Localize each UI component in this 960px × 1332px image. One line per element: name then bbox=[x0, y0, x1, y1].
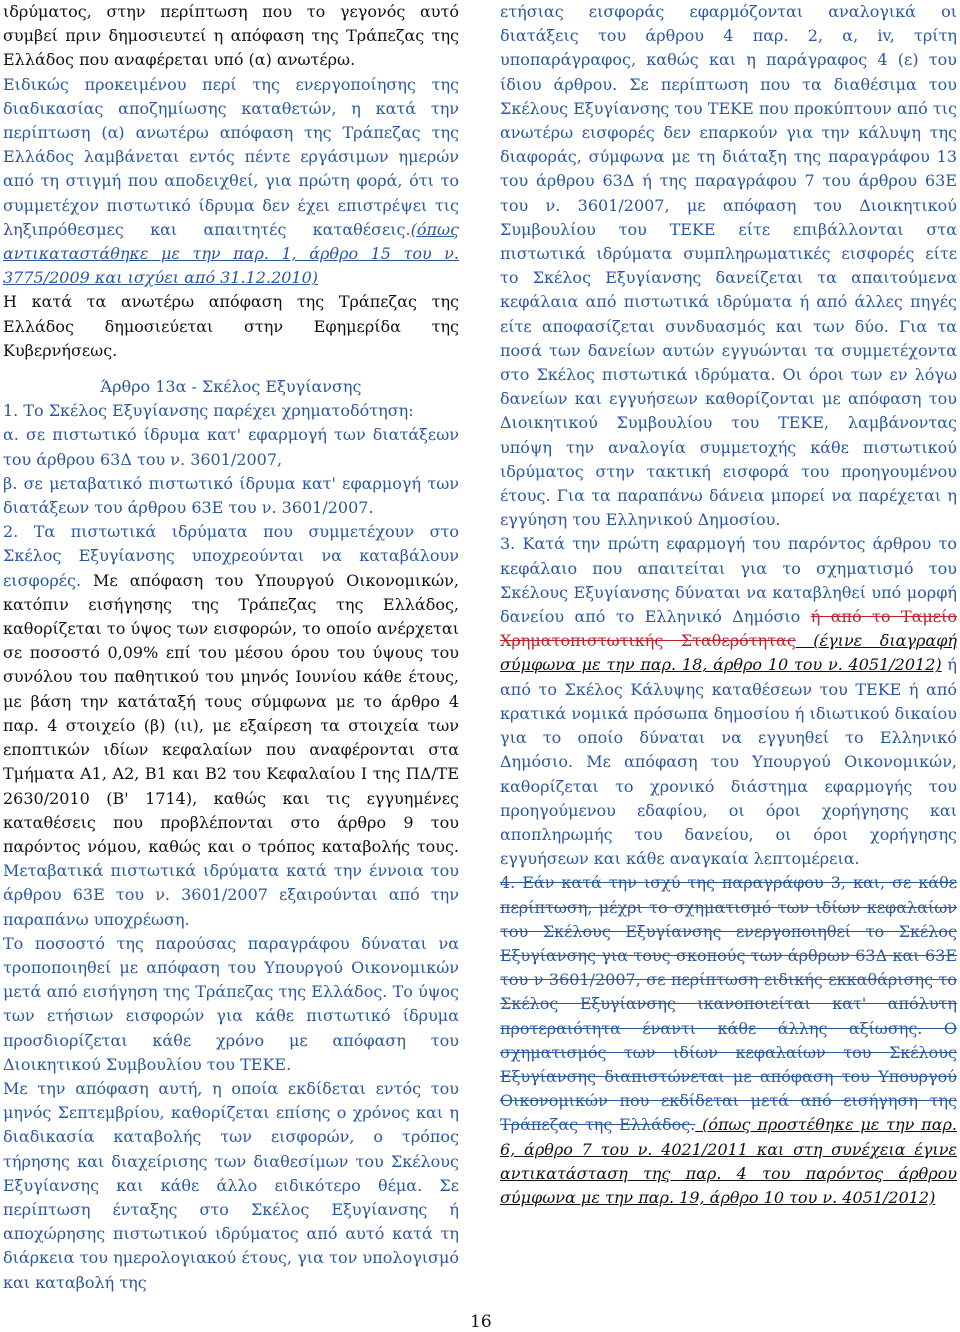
deleted-text: ή από το Ταμείο Χρηματοπιστωτικής Σταθερότητας bbox=[500, 607, 957, 651]
left-paragraph-8b: Το ύψος των ετήσιων εισφορών για κάθε πιστωτικό ίδρυμα προσδιορίζεται κάθε χρόνο με απόφαση του Διοικητικού Συμβουλίου του ΤΕΚΕ. bbox=[3, 982, 459, 1074]
addition-note: (όπως προστέθηκε με την παρ. 6, άρθρο 7 του ν. 4021/2011 και στη συνέχεια έγινε αντικατάσταση της παρ. 4 του παρόντος άρθρου σύμφωνα με την παρ. 19, άρθρο 10 του ν. 4051/2012) bbox=[500, 1115, 957, 1207]
left-paragraph-7 bbox=[3, 520, 459, 931]
left-paragraph-6: β. σε μεταβατικό πιστωτικό ίδρυμα κατ' εφαρμογή των διατάξεων του άρθρου 63Ε του ν. 3601/2007. bbox=[3, 473, 459, 518]
right-paragraph-1 bbox=[500, 0, 957, 532]
left-paragraph-7c: Μεταβατικά πιστωτικά ιδρύματα κατά την έννοια του άρθρου 63Ε του ν. 3601/2007 εξαιρούνται από την παραπάνω υποχρέωση. bbox=[3, 861, 459, 929]
left-paragraph-9: Με την απόφαση αυτή, η οποία εκδίδεται εντός του μηνός Σεπτεμβρίου, καθορίζεται επίσης ο χρόνος και η διαδικασία καταβολής των εισφορών, ο τρόπος τήρησης και διαχείρισης των διαθεσίμων του Σκέλους Εξυγίανσης και κάθε άλλο ειδικότερο θέμα. Σε περίπτωση ένταξης στο Σκέλος Εξυγίανσης ή αποχώρησης πιστωτικού ιδρύματος από αυτό κατά τη διάρκεια του ημερολογιακού έτους, για τον υπολογισμό και καταβολή της bbox=[3, 1078, 459, 1292]
left-paragraph-5: α. σε πιστωτικό ίδρυμα κατ' εφαρμογή των διατάξεων του άρθρου 63Δ του ν. 3601/2007, bbox=[3, 425, 459, 469]
right-paragraph-1c: Για τα ποσά των δανείων αυτών εγγυώνται τα συμμετέχοντα στο Σκέλος πιστωτικά ιδρύματα. Οι όροι των εν λόγω δανείων και εγγυήσεων καθορίζονται με απόφαση του Διοικητικού Συμβουλίου του ΤΕΚΕ, λαμβάνοντας υπόψη την αναλογία συμμετοχής κάθε πιστωτικού ιδρύματος στην τακτική εισφορά του προηγουμένου έτους. Για τα παραπάνω δάνεια μπορεί να παρέχεται η εγγύηση του Ελληνικού Δημοσίου. bbox=[500, 316, 957, 530]
left-paragraph-7a: 2. Τα πιστωτικά ιδρύματα που συμμετέχουν στο Σκέλος Εξυγίανσης υποχρεούνται να καταβάλουν εισφορές. bbox=[3, 522, 459, 590]
left-paragraph-3: Η κατά τα ανωτέρω απόφαση της Τράπεζας της Ελλάδος δημοσιεύεται στην Εφημερίδα της Κυβερνήσεως. bbox=[3, 292, 459, 360]
amendment-note: (όπως αντικαταστάθηκε με την παρ. 1, άρθρο 15 του ν. 3775/2009 και ισχύει από 31.12.2010) bbox=[3, 219, 459, 288]
deletion-note: (έγινε διαγραφή σύμφωνα με την παρ. 18, άρθρο 10 του ν. 4051/2012) bbox=[500, 631, 958, 675]
left-paragraph-4: 1. Το Σκέλος Εξυγίανσης παρέχει χρηματοδότηση: bbox=[3, 401, 414, 421]
right-paragraph-2b: ή από το Σκέλος Κάλυψης καταθέσεων του ΤΕΚΕ ή από κρατικά νομικά πρόσωπα δημοσίου ή ιδιωτικού δικαίου για το οποίο δύναται να εγγυηθεί το Ελληνικό Δημόσιο. Με απόφαση του Υπουργού Οικονομικών, καθορίζεται το χρονικό διάστημα εφαρμογής του προηγούμενου εδαφίου, οι όροι χορήγησης και αποπληρωμής του δανείου, οι όροι χορήγησης εγγυήσεων και κάθε αναγκαία λεπτομέρεια. bbox=[500, 655, 958, 869]
left-column bbox=[3, 0, 459, 1295]
right-paragraph-1a: ετήσιας εισφοράς εφαρμόζονται αναλογικά οι διατάξεις του άρθρου 4 παρ. 2, α, iv, τρίτη υποπαράγραφος, καθώς και η παράγραφος 4 (ε) του ίδιου άρθρου. bbox=[500, 2, 957, 94]
right-paragraph-3 bbox=[500, 871, 957, 1210]
right-paragraph-2a: 3. Κατά την πρώτη εφαρμογή του παρόντος άρθρου το κεφάλαιο που απαιτείται για το σχηματισμό του Σκέλους Εξυγίανσης δύναται να καταβληθεί υπό μορφή δανείου από το Ελληνικό Δημόσιο bbox=[500, 534, 957, 627]
page-number: 16 bbox=[470, 1312, 492, 1332]
right-paragraph-2 bbox=[500, 532, 957, 871]
left-paragraph-8a: Το ποσοστό της παρούσας παραγράφου δύναται να τροποποιηθεί με απόφαση του Υπουργού Οικονομικών μετά από εισήγηση της Τράπεζας της Ελλάδος. bbox=[3, 933, 459, 1002]
left-paragraph-8 bbox=[3, 932, 459, 1077]
left-paragraph-7b: Με απόφαση του Υπουργού Οικονομικών, κατόπιν εισήγησης της Τράπεζας της Ελλάδος, καθορίζεται το ύψος των εισφορών, το οποίο ανέρχεται σε ποσοστό 0,09% επί του μέσου όρου του ύψους του συνόλου του παθητικού του μηνός Ιουνίου κάθε έτους, με βάση την κατάταξή τους σύμφωνα με το άρθρο 4 παρ. 4 στοιχείο (β) (ιι), με εξαίρεση τα στοιχεία των εποπτικών ιδίων κεφαλαίων που αναφέρονται στα Τμήματα Α1, Α2, Β1 και Β2 του Κεφαλαίου Ι της ΠΔ/ΤΕ 2630/2010 (Β' 1714), καθώς και τις εγγυημένες καταθέσεις που προβλέπονται στο άρθρο 9 του παρόντος νόμου, καθώς και ο τρόπος καταβολής τους. bbox=[3, 570, 459, 856]
left-paragraph-1: ιδρύματος, στην περίπτωση που το γεγονός αυτό συμβεί πριν δημοσιευτεί η απόφαση της Τράπεζας της Ελλάδος που αναφέρεται υπό (α) ανωτέρω. bbox=[3, 2, 459, 70]
article-heading: Άρθρο 13α - Σκέλος Εξυγίανσης bbox=[100, 377, 362, 397]
left-paragraph-2 bbox=[3, 73, 459, 291]
right-column bbox=[500, 0, 957, 1210]
right-paragraph-1b: Σε περίπτωση που τα διαθέσιμα του Σκέλους Εξυγίανσης του ΤΕΚΕ που προκύπτουν από τις ανωτέρω εισφορές δεν επαρκούν για την κάλυψη της διαφοράς, σύμφωνα με τη διάταξη της παραγράφου 13 του άρθρου 63Δ ή της παραγράφου 7 του άρθρου 63Ε του ν. 3601/2007, με απόφαση του Διοικητικού Συμβουλίου του ΤΕΚΕ είτε επιβάλλονται στα πιστωτικά ιδρύματα συμπληρωματικές εισφορές είτε το Σκέλος Εξυγίανσης δανείζεται τα απαιτούμενα κεφάλαια από πιστωτικά ιδρύματα ή από άλλες πηγές είτε αποφασίζεται συνδυασμός και των δύο. bbox=[500, 74, 957, 336]
struck-paragraph: 4. Εάν κατά την ισχύ της παραγράφου 3, και, σε κάθε περίπτωση, μέχρι το σχηματισμό των ιδίων κεφαλαίων του Σκέλους Εξυγίανσης ενεργοποιηθεί το Σκέλος Εξυγίανσης για τους σκοπούς των άρθρων 63Δ και 63Ε του ν 3601/2007, σε περίπτωση ειδικής εκκαθάρισης το Σκέλος Εξυγίανσης ικανοποιείται κατ' απόλυτη προτεραιότητα έναντι κάθε άλλης αξίωσης. Ο σχηματισμός των ιδίων κεφαλαίων του Σκέλους Εξυγίανσης διαπιστώνεται με απόφαση του Υπουργού Οικονομικών που εκδίδεται μετά από εισήγηση της Τράπεζας της Ελλάδος. bbox=[500, 873, 957, 1135]
left-paragraph-2-text: Ειδικώς προκειμένου περί της ενεργοποίησης της διαδικασίας αποζημίωσης καταθετών, η κατά την περίπτωση (α) ανωτέρω απόφαση της Τράπεζας της Ελλάδος λαμβάνεται εντός πέντε εργάσιμων ημερών από τη στιγμή που αποδειχθεί, για πρώτη φορά, ότι το συμμετέχον πιστωτικό ίδρυμα δεν έχει επιστρέψει τις ληξιπρόθεσμες και απαιτητές καταθέσεις. bbox=[3, 74, 459, 239]
